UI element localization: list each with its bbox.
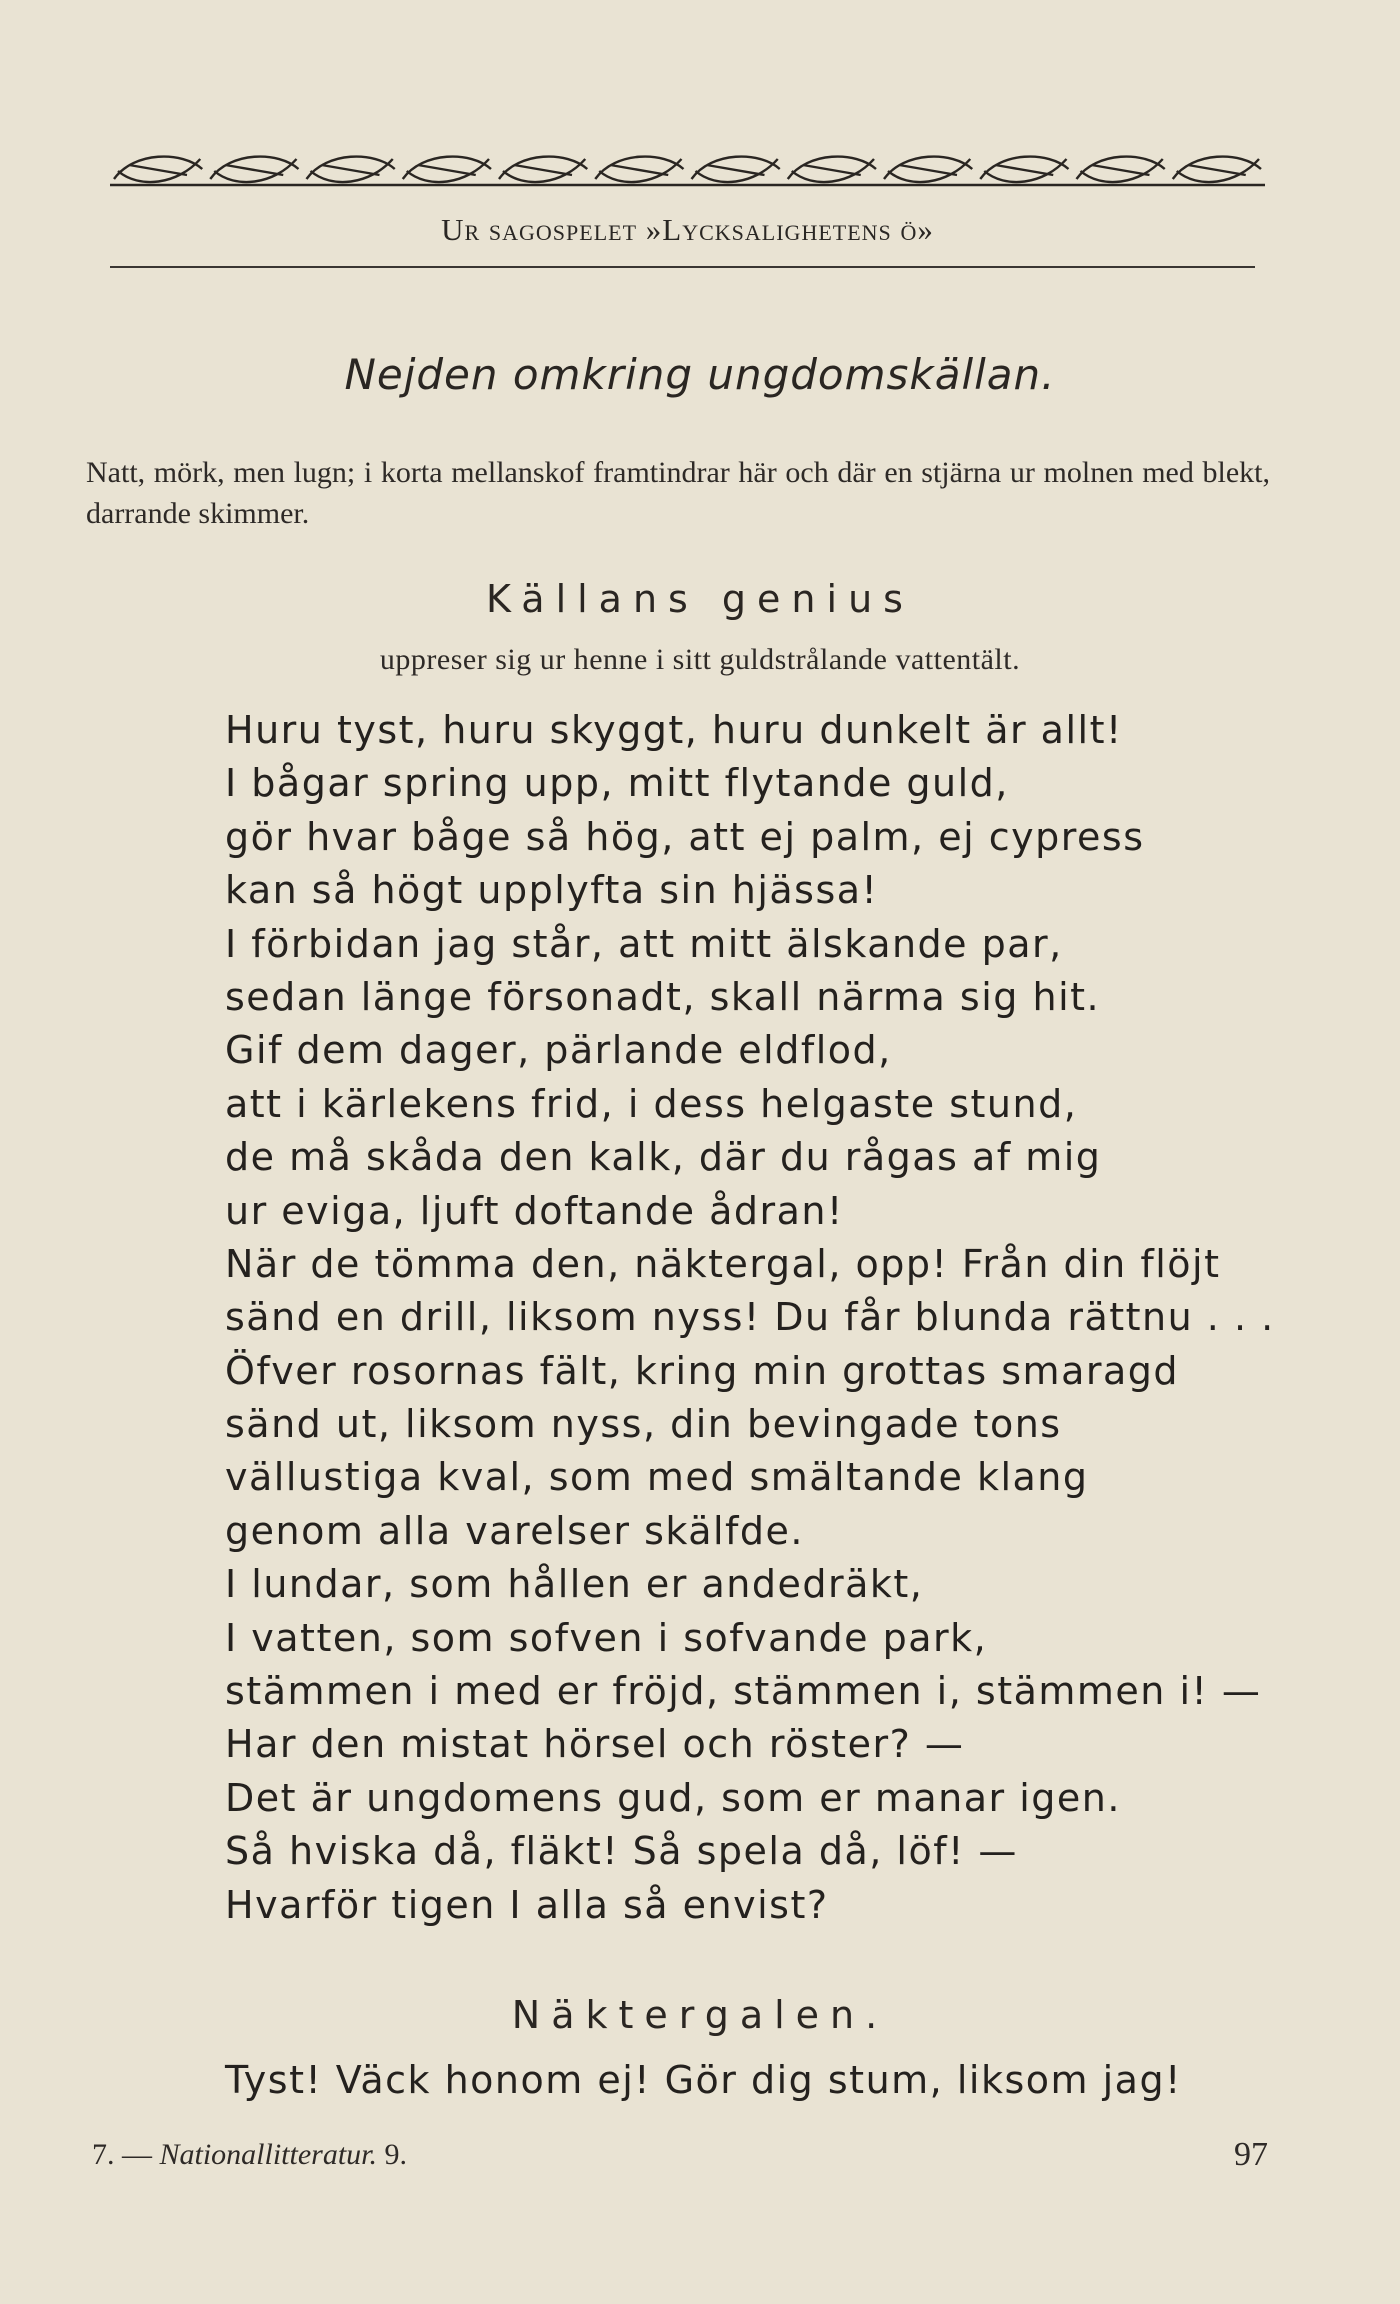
ornament-loop (114, 157, 202, 183)
verse-line: gör hvar båge så hög, att ej palm, ej cypress (225, 814, 1145, 859)
ornament-loop (210, 157, 298, 183)
header-title: Lycksalighetens ö (662, 212, 918, 247)
verse-line: vällustiga kval, som med smältande klang (225, 1455, 1089, 1500)
ornament-loop (980, 157, 1068, 183)
ornament-loop (1173, 157, 1261, 183)
ornament-loop (788, 157, 876, 183)
scene-title: Nejden omkring ungdomskällan. (344, 350, 1056, 399)
header-prefix: Ur sagospelet (441, 212, 638, 247)
verse-line: att i kärlekens frid, i dess helgaste stund, (225, 1081, 1078, 1126)
nightingale-verse-line: Tyst! Väck honom ej! Gör dig stum, liksom jag! (225, 2058, 1182, 2102)
ornament-loop (692, 157, 780, 183)
scene-description: Natt, mörk, men lugn; i korta mellanskof framtindrar här och där en stjärna ur molnen med blekt, darrande skimmer. (86, 456, 1270, 530)
page-number: 97 (1234, 2136, 1268, 2173)
verse-line: Huru tyst, huru skyggt, huru dunkelt är allt! (225, 708, 1123, 752)
verse-line: I bågar spring upp, mitt flytande guld, (225, 761, 1009, 806)
verse-line: sänd ut, liksom nyss, din bevingade tons (225, 1402, 1062, 1447)
footer-signature (92, 2138, 407, 2172)
ornament-loop (499, 157, 587, 183)
signature-mark: 7. — (92, 2138, 152, 2171)
verse-line: I vatten, som sofven i sofvande park, (225, 1615, 988, 1660)
book-title: Nationallitteratur. (159, 2138, 378, 2171)
stage-direction: uppreser sig ur henne i sitt guldstrålande vattentält. (379, 643, 1021, 676)
speaker-name-nightingale: Näktergalen. (511, 1993, 889, 2037)
header-quote-open: » (645, 212, 663, 247)
verse-line: de må skåda den kalk, där du rågas af mig (225, 1135, 1102, 1180)
header-quote-close: » (917, 212, 934, 247)
ornament-loop (1077, 157, 1165, 183)
speaker-name: Källans genius (486, 577, 914, 621)
ornament-loop (307, 157, 395, 183)
verse-line: sedan länge försonadt, skall närma sig hit. (225, 974, 1101, 1019)
verse-line: stämmen i med er fröjd, stämmen i, stämmen i! — (225, 1669, 1262, 1714)
ornament-loop (884, 157, 972, 183)
verse-line: Hvarför tigen I alla så envist? (225, 1882, 829, 1927)
verse-line: Det är ungdomens gud, som er manar igen. (225, 1775, 1121, 1820)
volume-number: 9. (384, 2138, 408, 2171)
ornament-loop (403, 157, 491, 183)
verse-line: Gif dem dager, pärlande eldflod, (225, 1028, 892, 1073)
verse-line: ur eviga, ljuft doftande ådran! (225, 1188, 844, 1233)
running-header (110, 212, 1265, 248)
verse-block (225, 704, 1335, 1932)
verse-line: Så hviska då, fläkt! Så spela då, löf! — (225, 1829, 1018, 1874)
verse-line: kan så högt upplyfta sin hjässa! (225, 868, 879, 913)
verse-line: När de tömma den, näktergal, opp! Från din flöjt (225, 1241, 1221, 1286)
ornament-loop (595, 157, 683, 183)
decorative-ornament-band (110, 145, 1265, 191)
verse-line: sänd en drill, liksom nyss! Du får blunda rättnu . . . (225, 1295, 1275, 1340)
header-rule (110, 266, 1255, 268)
verse-line: I förbidan jag står, att mitt älskande par, (225, 921, 1063, 966)
verse-line: Öfver rosornas fält, kring min grottas smaragd (225, 1348, 1180, 1393)
verse-line: genom alla varelser skälfde. (225, 1508, 805, 1553)
verse-line: Har den mistat hörsel och röster? — (225, 1722, 965, 1767)
verse-line: I lundar, som hållen er andedräkt, (225, 1562, 924, 1607)
